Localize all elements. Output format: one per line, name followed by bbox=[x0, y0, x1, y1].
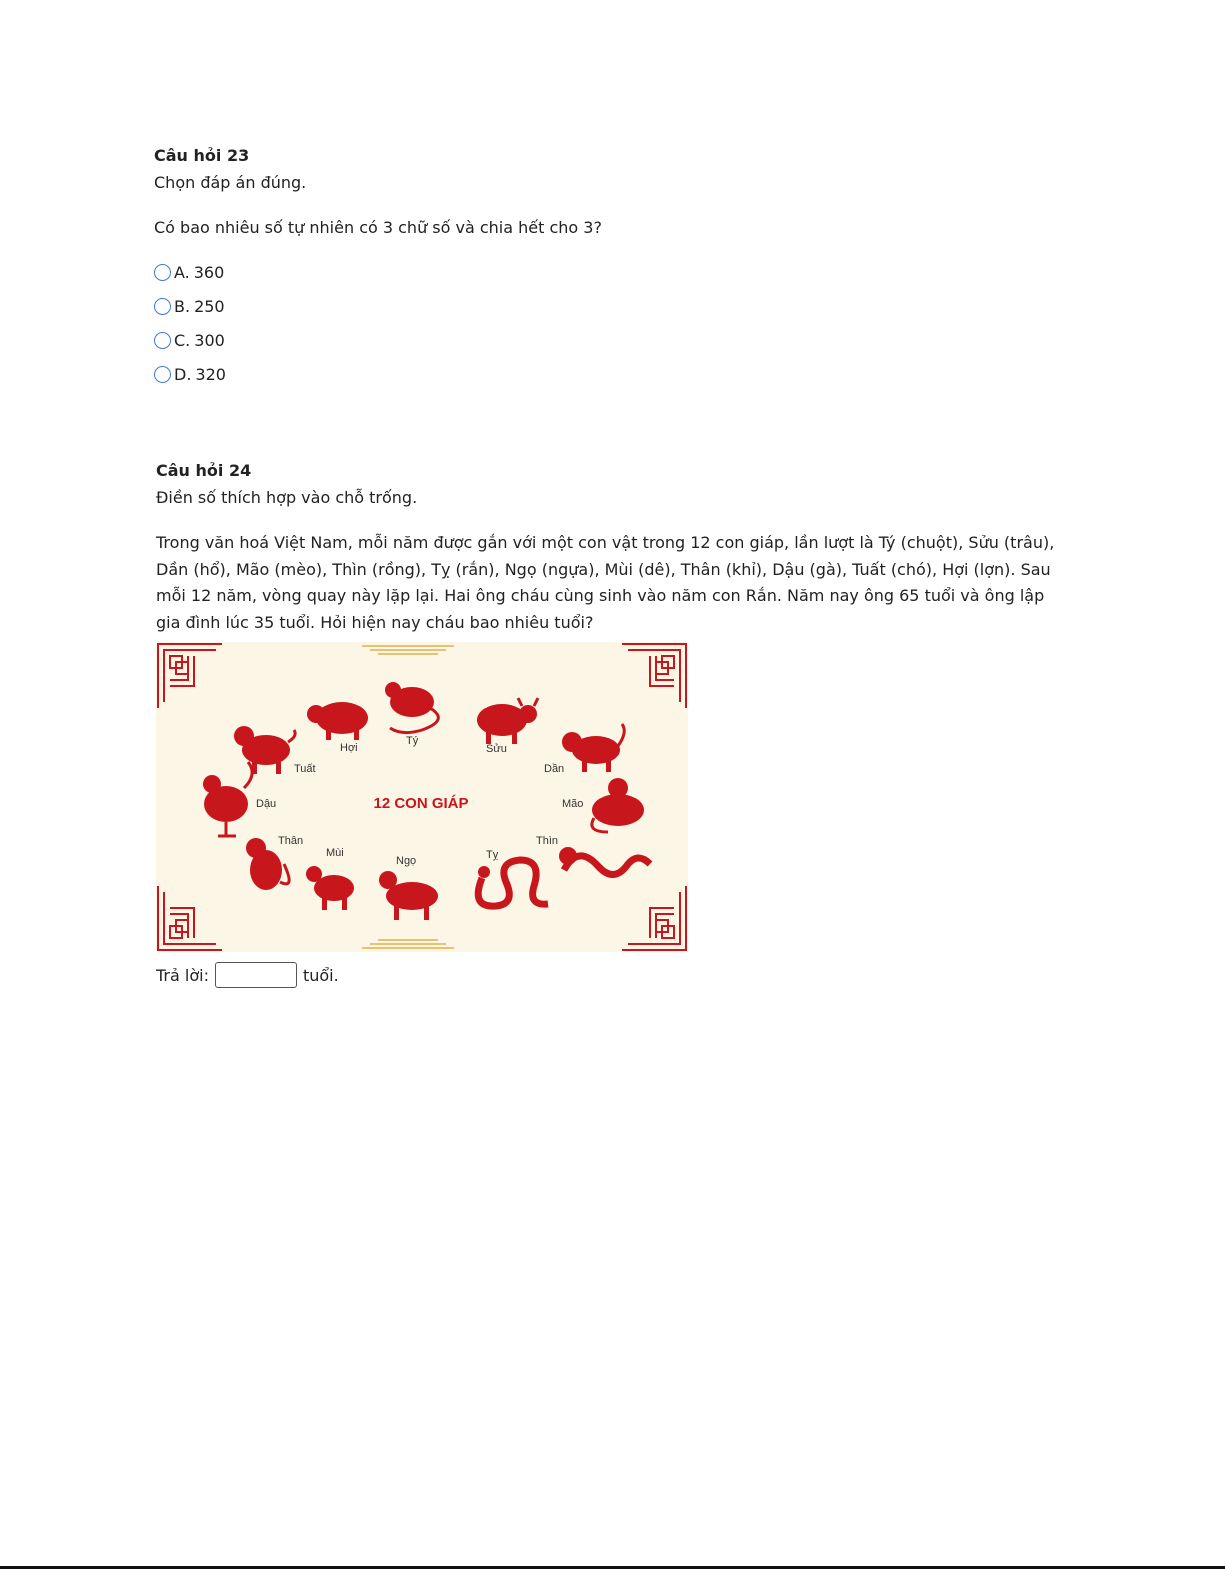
label-tuat: Tuất bbox=[294, 763, 316, 775]
question-text: Trong văn hoá Việt Nam, mỗi năm được gắn với một con vật trong 12 con giáp, lần lượt là Tý (chuột), Sửu (trâu), Dần (hổ), Mão (mèo), Thìn (rồng), Tỵ (rắn), Ngọ (ngựa), Mùi (dê), Thân (khỉ), Dậu (gà), Tuất (chó), Hợi (lợn). Sau mỗi 12 năm, vòng quay này lặp lại. Hai ông cháu cùng sinh vào năm con Rắn. Năm nay ông 65 tuổi và ông lập gia đình lúc 35 tuổi. Hỏi hiện nay cháu bao nhiêu tuổi? bbox=[156, 533, 1055, 632]
option-letter: A. bbox=[174, 263, 190, 282]
page-bottom-border bbox=[0, 1566, 1225, 1569]
answer-suffix: tuổi. bbox=[302, 965, 339, 985]
answer-prefix: Trả lời: bbox=[156, 965, 209, 985]
label-dau: Dậu bbox=[256, 798, 277, 810]
label-suu: Sửu bbox=[486, 743, 507, 755]
image-title: 12 CON GIÁP bbox=[373, 795, 469, 812]
question-title: Câu hỏi 24 bbox=[156, 461, 252, 480]
label-thin: Thìn bbox=[536, 835, 559, 847]
option-value: 360 bbox=[193, 263, 225, 282]
question-23 bbox=[154, 146, 1054, 392]
option-letter: B. bbox=[174, 297, 191, 316]
option-b[interactable] bbox=[154, 290, 1054, 324]
radio-button[interactable] bbox=[154, 366, 171, 383]
question-title: Câu hỏi 23 bbox=[154, 146, 250, 165]
label-hoi: Hợi bbox=[340, 742, 358, 754]
label-ngo: Ngọ bbox=[396, 855, 417, 867]
label-ty: Tý bbox=[406, 735, 419, 747]
option-c[interactable] bbox=[154, 324, 1054, 358]
option-value: 300 bbox=[194, 331, 225, 350]
radio-button[interactable] bbox=[154, 332, 171, 349]
option-letter: C. bbox=[174, 331, 191, 350]
answer-row bbox=[156, 962, 1066, 988]
option-value: 320 bbox=[195, 365, 226, 384]
radio-button[interactable] bbox=[154, 264, 171, 281]
option-a[interactable] bbox=[154, 256, 1054, 290]
answer-options bbox=[154, 256, 1054, 392]
question-instruction: Chọn đáp án đúng. bbox=[154, 173, 307, 192]
option-letter: D. bbox=[174, 365, 192, 384]
answer-input[interactable] bbox=[215, 962, 297, 988]
question-instruction: Điền số thích hợp vào chỗ trống. bbox=[156, 488, 418, 507]
option-d[interactable] bbox=[154, 358, 1054, 392]
option-value: 250 bbox=[194, 297, 225, 316]
label-dan: Dần bbox=[544, 763, 565, 775]
question-text: Có bao nhiêu số tự nhiên có 3 chữ số và chia hết cho 3? bbox=[154, 218, 602, 237]
label-than: Thân bbox=[278, 835, 304, 847]
label-mui: Mùi bbox=[326, 847, 344, 859]
question-24 bbox=[156, 461, 1066, 988]
radio-button[interactable] bbox=[154, 298, 171, 315]
label-ti: Tỵ bbox=[486, 849, 499, 861]
label-mao: Mão bbox=[562, 798, 584, 810]
zodiac-illustration bbox=[156, 642, 688, 952]
